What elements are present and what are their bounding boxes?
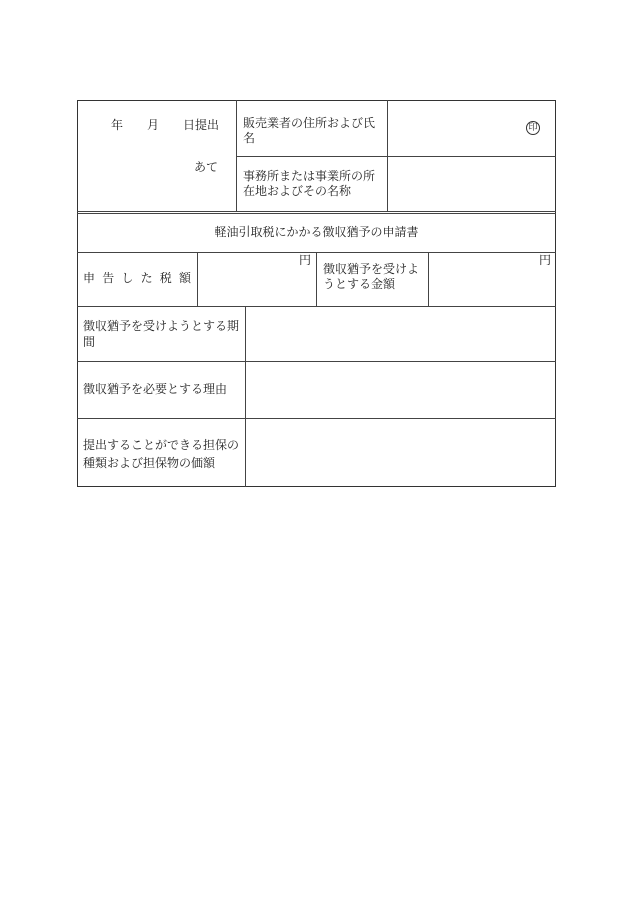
collateral-field: [246, 419, 555, 486]
addressee-label: あて: [193, 160, 218, 174]
collateral-label: 提出することができる担保の種類および担保物の価額: [83, 438, 240, 470]
office-location-label: 事務所または事業所の所在地およびその名称: [243, 169, 376, 198]
deferral-reason-field: [246, 362, 555, 418]
deferral-amount-label: 徴収猶予を受けようとする金額: [323, 262, 420, 291]
double-line-lower: [77, 213, 556, 214]
form-title: 軽油引取税にかかる徴収猶予の申請書: [214, 225, 419, 239]
seller-name-label: 販売業者の住所および氏名: [243, 116, 376, 145]
double-line-upper: [77, 211, 556, 212]
yen-unit: 円: [539, 253, 552, 267]
seal-mark: 印: [526, 121, 540, 135]
deferral-reason-label: 徴収猶予を必要とする理由: [83, 382, 228, 396]
divider-line: [316, 252, 317, 306]
deferral-period-label: 徴収猶予を受けようとする期間: [83, 319, 240, 349]
submission-date-line: 年 月 日提出: [110, 118, 219, 132]
yen-unit: 円: [299, 253, 312, 267]
declared-tax-label: 申告した税額: [83, 271, 191, 285]
deferral-amount-field: [429, 253, 555, 306]
deferral-period-field: [246, 307, 555, 361]
office-location-field: [388, 157, 555, 211]
